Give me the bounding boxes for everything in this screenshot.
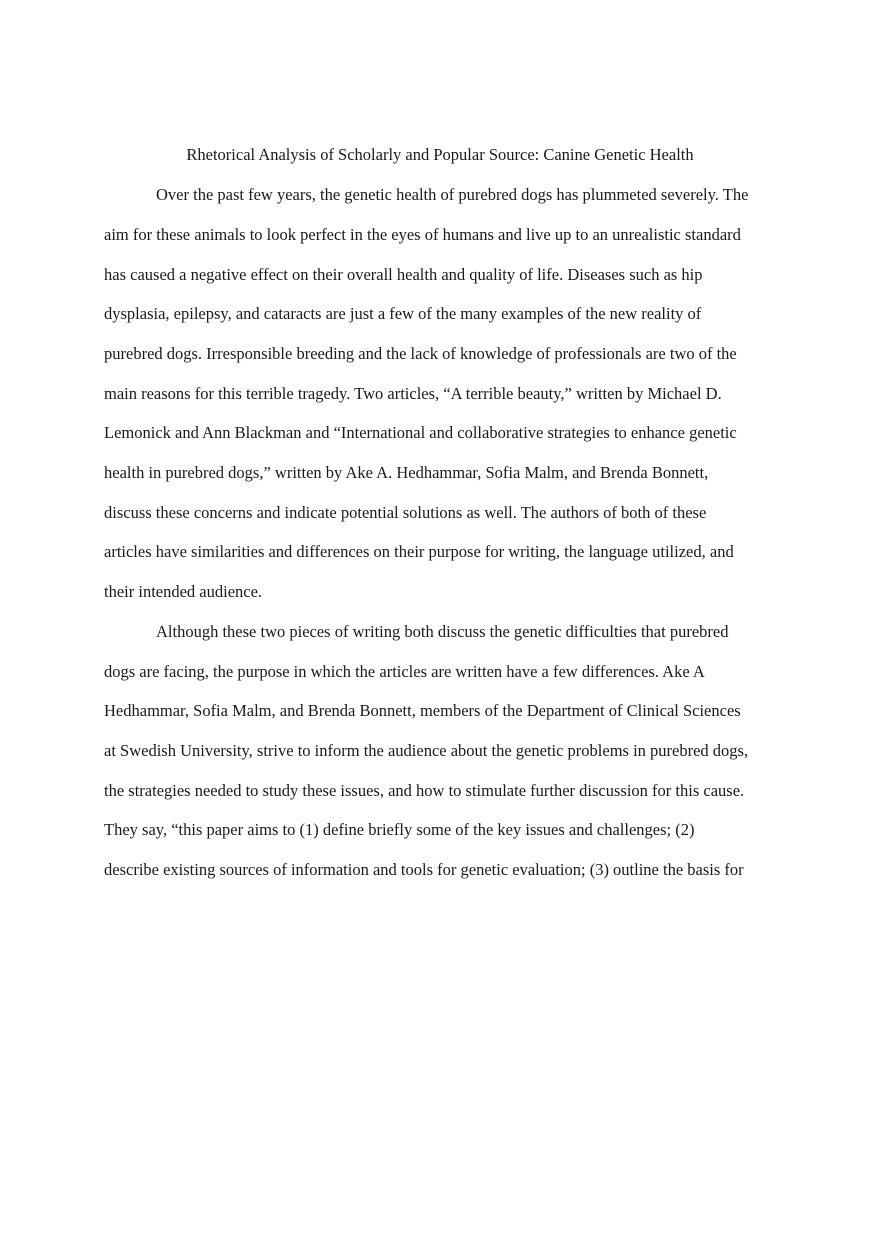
- document-title: Rhetorical Analysis of Scholarly and Popular Source: Canine Genetic Health: [186, 145, 694, 164]
- paragraph-line: Although these two pieces of writing both discuss the genetic difficulties that purebred: [156, 622, 729, 641]
- paragraph-line: their intended audience.: [104, 582, 263, 601]
- paragraph-line: health in purebred dogs,” written by Ake A. Hedhammar, Sofia Malm, and Brenda Bonnett,: [104, 463, 709, 482]
- paragraph-line: They say, “this paper aims to (1) define briefly some of the key issues and challenges; (2): [104, 820, 695, 839]
- paragraph-line: purebred dogs. Irresponsible breeding and the lack of knowledge of professionals are two of the: [104, 344, 737, 363]
- paragraph-line: dysplasia, epilepsy, and cataracts are just a few of the many examples of the new reality of: [104, 304, 702, 323]
- paragraph-line: Over the past few years, the genetic health of purebred dogs has plummeted severely. The: [156, 185, 749, 204]
- paragraph-line: main reasons for this terrible tragedy. Two articles, “A terrible beauty,” written by Michael D.: [104, 384, 722, 403]
- paragraph-line: dogs are facing, the purpose in which the articles are written have a few differences. Ake A: [104, 662, 705, 681]
- paragraph-line: at Swedish University, strive to inform the audience about the genetic problems in purebred dogs,: [104, 741, 749, 760]
- paragraph-line: Hedhammar, Sofia Malm, and Brenda Bonnett, members of the Department of Clinical Sciences: [104, 701, 741, 720]
- paragraph-line: aim for these animals to look perfect in the eyes of humans and live up to an unrealistic standard: [104, 225, 741, 244]
- paragraph-line: discuss these concerns and indicate potential solutions as well. The authors of both of these: [104, 503, 707, 522]
- paragraph-line: has caused a negative effect on their overall health and quality of life. Diseases such as hip: [104, 265, 703, 284]
- paragraph-line: articles have similarities and differences on their purpose for writing, the language utilized, and: [104, 542, 734, 561]
- paragraph-line: the strategies needed to study these issues, and how to stimulate further discussion for this cause.: [104, 781, 745, 800]
- paragraph-line: describe existing sources of information and tools for genetic evaluation; (3) outline the basis for: [104, 860, 744, 879]
- paragraph-line: Lemonick and Ann Blackman and “International and collaborative strategies to enhance genetic: [104, 423, 737, 442]
